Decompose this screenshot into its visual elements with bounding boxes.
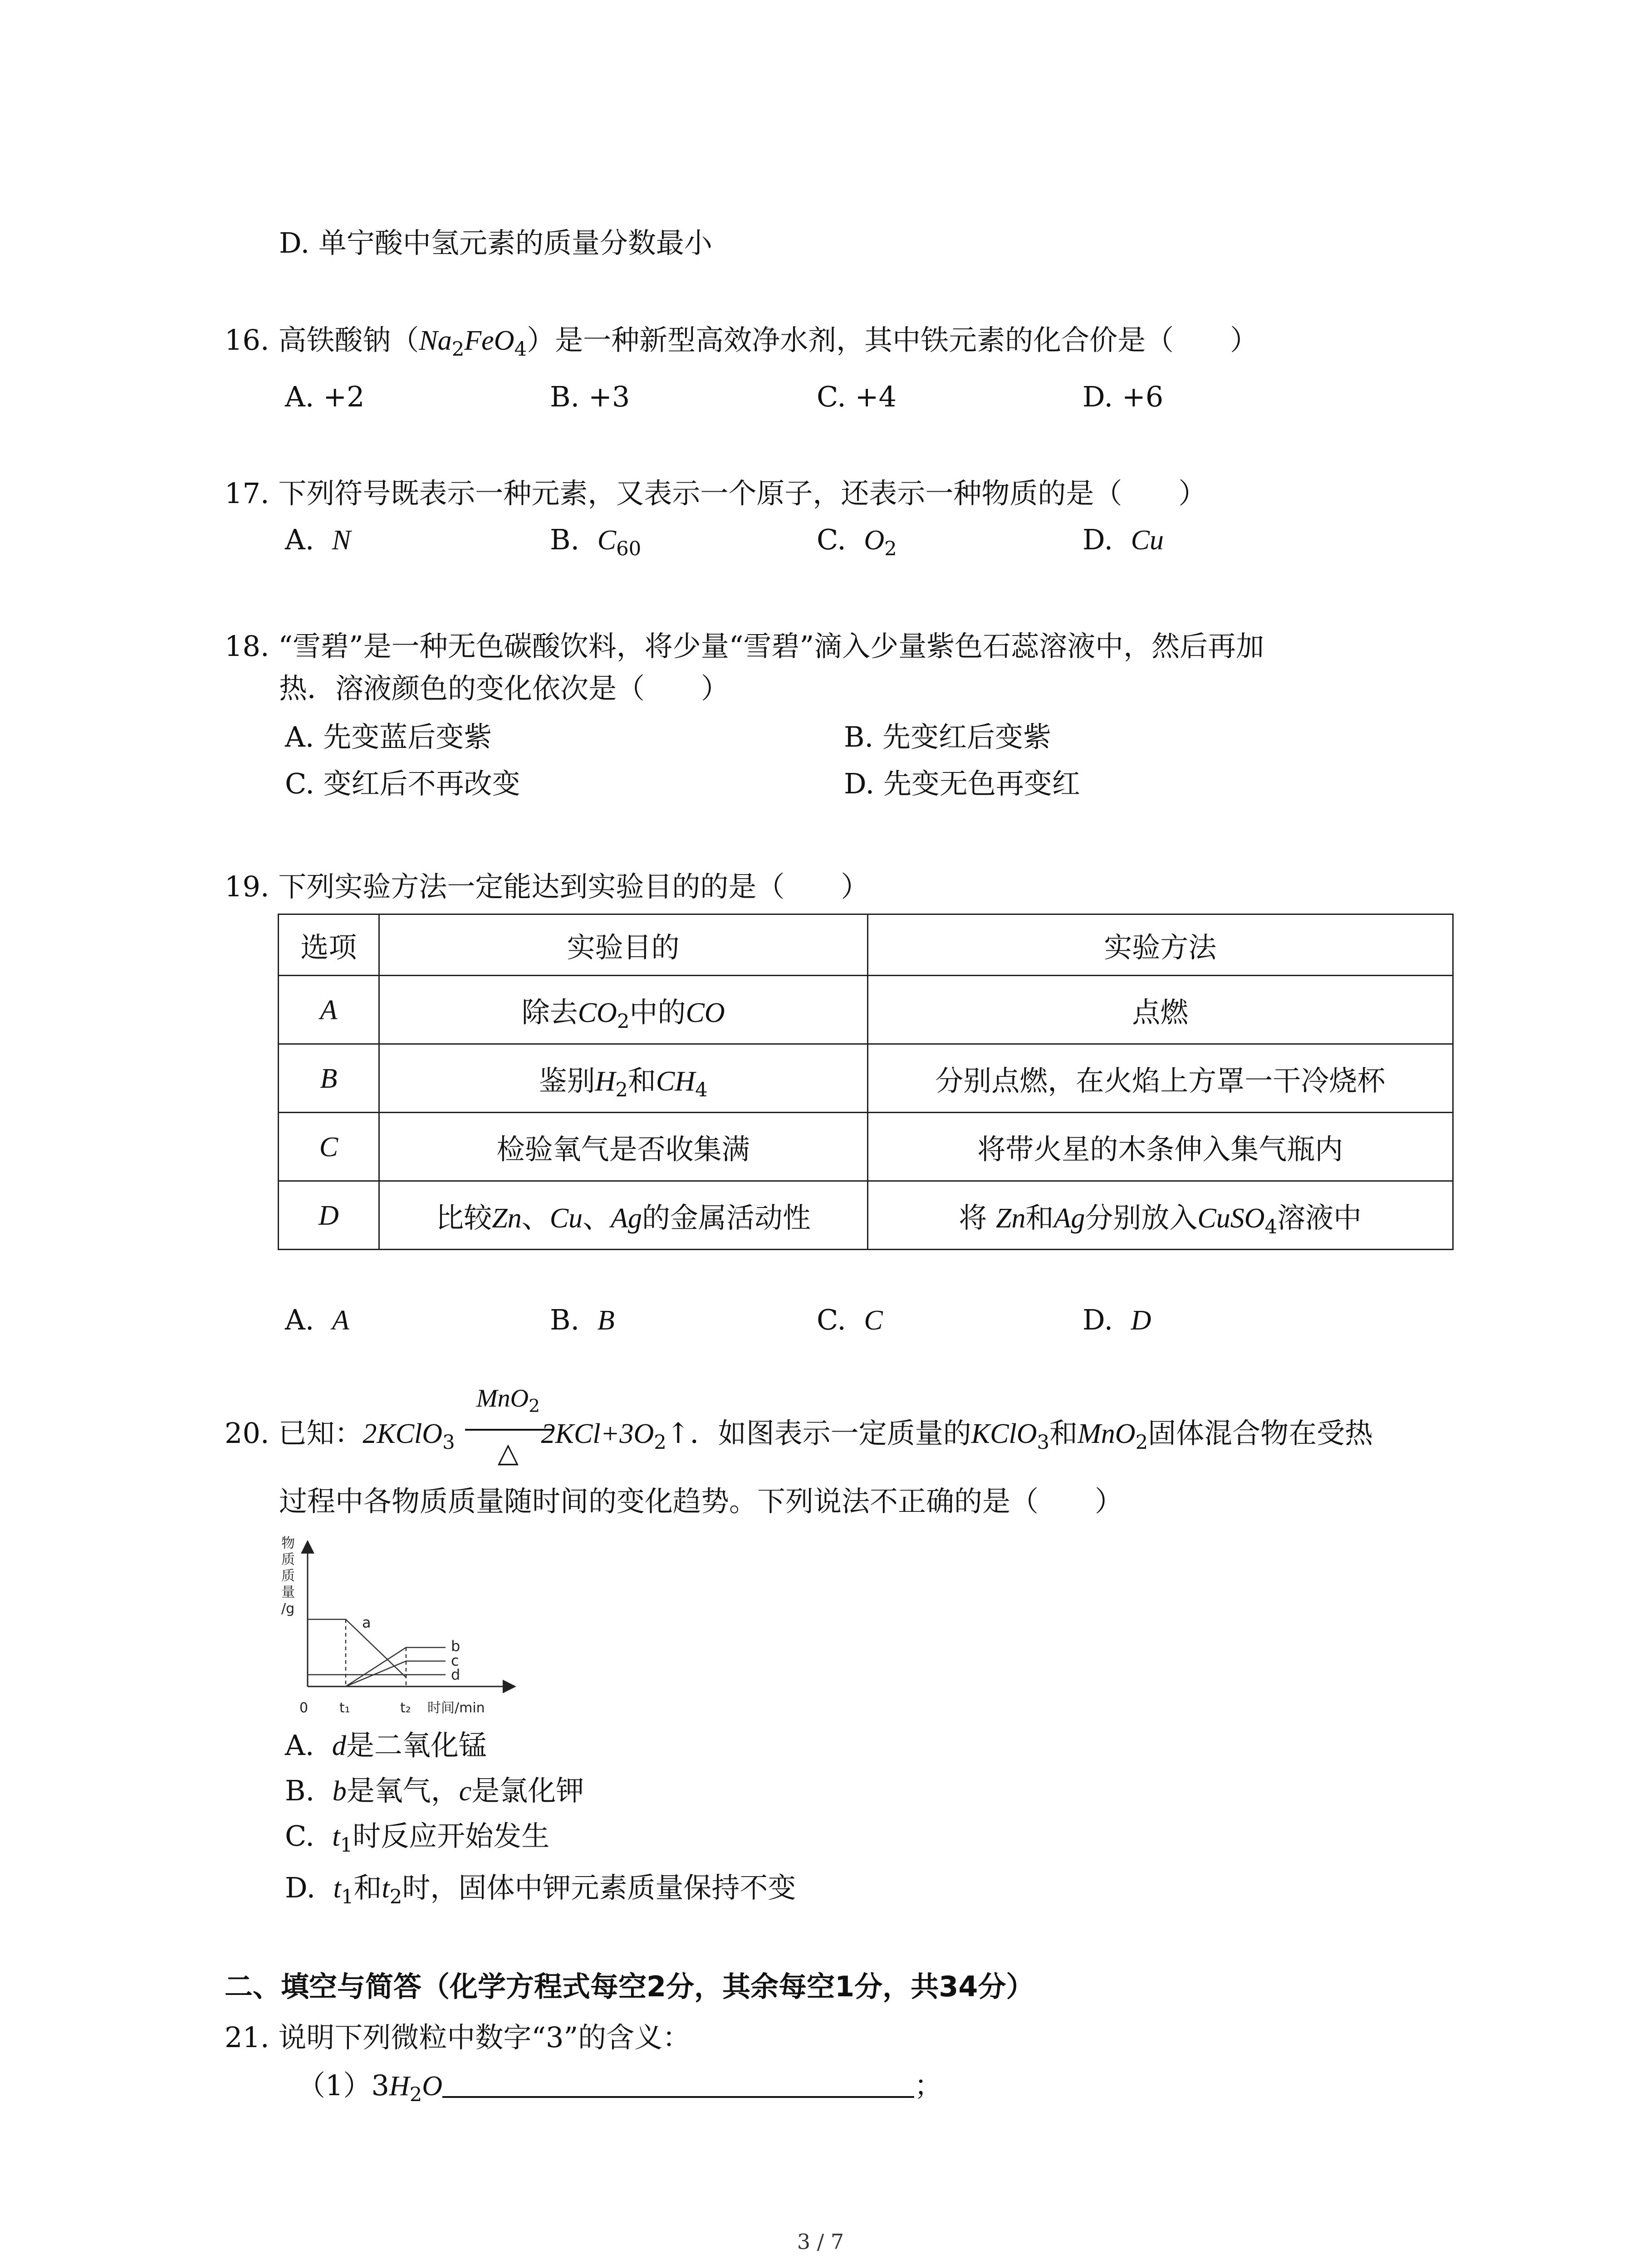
table-row	[279, 976, 1453, 1044]
curve-c	[346, 1661, 446, 1686]
table-cell-purpose: 检验氧气是否收集满	[379, 1113, 867, 1181]
q20-option-a: A. d是二氧化锰	[285, 1729, 487, 1762]
table-row	[279, 1113, 1453, 1181]
q17-option-b: B. $C_{60}$	[550, 523, 642, 561]
table-row	[279, 1181, 1453, 1250]
x-axis-label: 时间/min	[427, 1700, 485, 1716]
q16-option-d: D. +6	[1083, 380, 1164, 413]
table-cell-option: B	[279, 1044, 379, 1113]
q16-number: 16.	[225, 323, 269, 357]
q19-option-b: B. B	[550, 1303, 615, 1336]
q18-line2: 热．溶液颜色的变化依次是（ ）	[279, 672, 730, 705]
q16-option-a: A. +2	[285, 380, 365, 413]
origin-label: 0	[299, 1700, 309, 1716]
q17-number: 17.	[225, 477, 269, 510]
table-cell-method: 分别点燃，在火焰上方罩一干冷烧杯	[867, 1044, 1453, 1113]
q19-option-d: D. D	[1083, 1303, 1151, 1336]
table-cell-option: A	[279, 976, 379, 1044]
q17-option-a: A. N	[285, 523, 351, 556]
question-20-line2: 过程中各物质质量随时间的变化趋势。下列说法不正确的是（ ）	[279, 1485, 1123, 1518]
table-cell-purpose: 比较Zn、Cu、Ag的金属活动性	[379, 1181, 867, 1250]
q16-option-b: B. +3	[550, 380, 630, 413]
table-cell-purpose: 除去$CO_2$中的CO	[379, 976, 867, 1044]
question-17	[225, 475, 1206, 512]
q17-option-c: C. $O_2$	[817, 523, 897, 561]
q15-option-d: D. 单宁酸中氢元素的质量分数最小	[279, 226, 712, 259]
q17-text: 下列符号既表示一种元素，又表示一个原子，还表示一种物质的是（ ）	[278, 477, 1207, 510]
table-cell-method: 点燃	[867, 976, 1453, 1044]
equation-right: 2KCl+3O	[541, 1418, 654, 1449]
curve-label-b: b	[451, 1637, 460, 1655]
q18-option-d: D. 先变无色再变红	[844, 767, 1080, 800]
q16-text-a: 高铁酸钠（	[278, 323, 419, 357]
q18-option-a: A. 先变蓝后变紫	[285, 720, 492, 753]
q18-option-b: B. 先变红后变紫	[844, 720, 1051, 753]
q16-text-b: ）是一种新型高效净水剂，其中铁元素的化合价是（ ）	[527, 323, 1259, 357]
t1-label: t₁	[339, 1700, 350, 1716]
curve-label-a: a	[362, 1614, 371, 1631]
t2-label: t₂	[400, 1700, 411, 1716]
question-18	[225, 628, 1264, 665]
question-16	[225, 322, 1258, 359]
q19-number: 19.	[225, 870, 269, 903]
table-cell-purpose: 鉴别$H_2$和$CH_4$	[379, 1044, 867, 1113]
table-header-row	[279, 914, 1453, 976]
y-label-4: 量	[281, 1584, 295, 1600]
q20-option-b: B. b是氧气，c是氯化钾	[285, 1774, 584, 1807]
question-20-line1: 20. 已知：2KClO$_3$ $2KCl+3O_2↑$．如图表示一定质量的KClO$_3$和MnO$_2$固体混合物在受热	[225, 1417, 1373, 1454]
table-cell-method: 将 Zn和Ag分别放入CuSO$_4$溶液中	[867, 1181, 1453, 1250]
y-label-3: 质	[281, 1568, 295, 1584]
q16-option-c: C. +4	[817, 380, 897, 413]
reaction-heat: △	[497, 1437, 519, 1469]
table-header-option: 选项	[279, 914, 379, 976]
q18-number: 18.	[225, 630, 269, 663]
table-header-purpose: 实验目的	[379, 914, 867, 976]
q18-option-c: C. 变红后不再改变	[285, 767, 520, 800]
y-label-1: 物	[281, 1535, 295, 1551]
q19-option-c: C. C	[817, 1303, 883, 1336]
curve-a	[308, 1619, 406, 1677]
q19-option-a: A. A	[285, 1303, 349, 1336]
q16-formula-sub4: 4	[514, 338, 527, 361]
table-cell-option: D	[279, 1181, 379, 1250]
equation-left: 2KClO	[362, 1418, 443, 1449]
table-row	[279, 1044, 1453, 1113]
question-19	[225, 869, 869, 905]
q17-option-d: D. Cu	[1083, 523, 1164, 556]
reaction-catalyst: MnO$_2$	[476, 1384, 540, 1417]
q18-line1: “雪碧”是一种无色碳酸饮料，将少量“雪碧”滴入少量紫色石蕊溶液中，然后再加	[278, 630, 1264, 663]
question-21	[225, 2019, 691, 2056]
q20-option-d: D. $t_1$和$t_2$时，固体中钾元素质量保持不变	[285, 1871, 796, 1909]
q19-text: 下列实验方法一定能达到实验目的的是（ ）	[278, 870, 869, 903]
experiment-table	[278, 914, 1454, 1250]
curve-label-c: c	[451, 1652, 459, 1669]
q16-formula-fe: FeO	[464, 325, 514, 356]
mass-time-graph	[268, 1529, 540, 1724]
q20-number: 20.	[225, 1417, 269, 1450]
q20-option-c: C. $t_1$时反应开始发生	[285, 1819, 550, 1857]
table-cell-method: 将带火星的木条伸入集气瓶内	[867, 1113, 1453, 1181]
gas-arrow: ↑	[666, 1417, 690, 1450]
q16-formula-na: Na	[419, 325, 452, 356]
q21-number: 21.	[225, 2021, 269, 2054]
section-2-title: 二、填空与简答（化学方程式每空2分，其余每空1分，共34分）	[225, 1970, 1034, 2003]
curve-label-d: d	[451, 1666, 460, 1683]
q21-text: 说明下列微粒中数字“3”的含义：	[278, 2021, 691, 2054]
table-header-method: 实验方法	[867, 914, 1453, 976]
page-number: 3 / 7	[797, 2229, 844, 2254]
table-cell-option: C	[279, 1113, 379, 1181]
q16-formula-sub2: 2	[451, 338, 465, 361]
answer-blank[interactable]	[442, 2069, 914, 2098]
y-label-2: 质	[281, 1552, 295, 1568]
reaction-bar	[465, 1429, 554, 1431]
q20-lead: 已知：	[278, 1417, 363, 1450]
y-label-5: /g	[281, 1601, 295, 1617]
q21-item-1: $(1)3H_2O$ ；	[297, 2069, 943, 2107]
